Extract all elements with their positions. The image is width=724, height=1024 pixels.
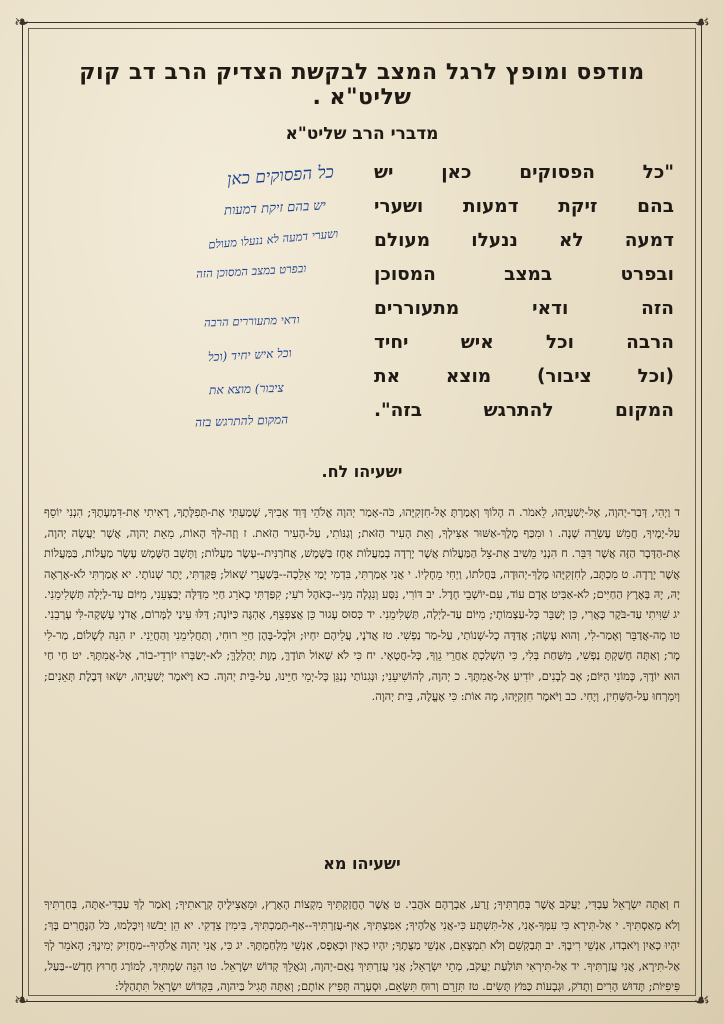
quote-line: ובפרט במצב המסוכן	[374, 264, 674, 285]
quote-line: בהם זיקת דמעות ושערי	[374, 196, 674, 217]
page-subheadline: מדברי הרב שליט"א	[285, 124, 439, 144]
quote-line: המקום להתרגש בזה".	[374, 400, 674, 421]
handwritten-line: יש בהם זיקת דמעות	[223, 198, 327, 219]
quote-line: דמעה לא ננעלו מעולם	[374, 230, 674, 251]
document-page	[44, 60, 680, 993]
quote-line: הזה ודאי מתעוררים	[374, 298, 674, 319]
quote-line: הרבה וכל איש יחיד	[374, 332, 674, 353]
chapter-title: ישעיהו מא	[323, 854, 401, 873]
chapter-text: ח וְאַתָּה יִשְׂרָאֵל עַבְדִּי, יַעֲקֹב אֲשֶׁר בְּחַרְתִּיךָ; זֶרַע, אַבְרָהָם אֹהֲבִי. ט אֲשֶׁר הֶחֱזַקְתִּיךָ מִקְצוֹת הָאָרֶץ, וּמֵאֲצִילֶיהָ קְרָאתִיךָ; וָאֹמַר לְךָ עַבְדִּי-אַתָּה, בְּחַרְתִּיךָ וְלֹא מְאַסְתִּיךָ. י אַל-תִּירָא כִּי עִמְּךָ-אָנִי, אַל-תִּשְׁתָּע כִּי-אֲנִי אֱלֹהֶיךָ; אִמַּצְתִּיךָ, אַף-עֲזַרְתִּיךָ--אַף-תְּמַכְתִּיךָ, בִּימִין צִדְקִי. יא הֵן יֵבֹשׁוּ וְיִכָּלְמוּ, כֹּל הַנֶּחֱרִים בָּךְ; יִהְיוּ כְאַיִן וְיֹאבְדוּ, אַנְשֵׁי רִיבֶךָ. יב תְּבַקְשֵׁם וְלֹא תִמְצָאֵם, אַנְשֵׁי מַצֻּתֶךָ; יִהְיוּ כְאַיִן וּכְאֶפֶס, אַנְשֵׁי מִלְחַמְתֶּךָ. יג כִּי, אֲנִי יְהוָה אֱלֹהֶיךָ--מַחֲזִיק יְמִינֶךָ; הָאֹמֵר לְךָ אַל-תִּירָא, אֲנִי עֲזַרְתִּיךָ. יד אַל-תִּירְאִי תּוֹלַעַת יַעֲקֹב, מְתֵי יִשְׂרָאֵל; אֲנִי עֲזַרְתִּיךְ נְאֻם-יְהוָה, וְגֹאֲלֵךְ קְדוֹשׁ יִשְׂרָאֵל. טו הִנֵּה שַׂמְתִּיךְ, לְמוֹרַג חָרוּץ חָדָשׁ--בַּעַל, פִּיפִיּוֹת; תָּדוּשׁ הָרִים וְתָדֹק, וּגְבָעוֹת כַּמֹּץ תָּשִׂים. טז תִּזְרֵם וְרוּחַ תִּשָּׂאֵם, וּסְעָרָה תָּפִיץ אוֹתָם; וְאַתָּה תָּגִיל בַּיהוָה, בִּקְדוֹשׁ יִשְׂרָאֵל תִּתְהַלָּל:	[44, 898, 680, 993]
quote-section	[44, 156, 680, 456]
corner-ornament-icon: ❧	[14, 12, 30, 33]
quote-line: "כל הפסוקים כאן יש	[374, 162, 674, 183]
handwritten-note	[100, 156, 340, 446]
handwritten-line: המקום להתרגש בזה	[194, 412, 289, 430]
quote-block	[374, 156, 674, 428]
handwritten-line: כל הפסוקים כאן	[226, 162, 335, 190]
chapter-title: ישעיהו לח.	[321, 462, 403, 481]
quote-line: (וכל ציבור) מוצא את	[374, 366, 674, 387]
chapter-text: ד וַיְהִי, דְּבַר-יְהוָה, אֶל-יְשַׁעְיָהוּ, לֵאמֹר. ה הָלוֹךְ וְאָמַרְתָּ אֶל-חִזְקִיָּהוּ, כֹּה-אָמַר יְהוָה אֱלֹהֵי דָּוִד אָבִיךָ, שָׁמַעְתִּי אֶת-תְּפִלָּתֶךָ, רָאִיתִי אֶת-דִּמְעָתֶךָ; הִנְנִי יוֹסֵף עַל-יָמֶיךָ, חֲמֵשׁ עֶשְׂרֵה שָׁנָה. ו וּמִכַּף מֶלֶךְ-אַשּׁוּר אַצִּילְךָ, וְאֵת הָעִיר הַזֹּאת; וְגַנּוֹתִי, עַל-הָעִיר הַזֹּאת. ז וְזֶה-לְּךָ הָאוֹת, מֵאֵת יְהוָה, אֲשֶׁר יַעֲשֶׂה יְהוָה, אֶת-הַדָּבָר הַזֶּה אֲשֶׁר דִּבֵּר. ח הִנְנִי מֵשִׁיב אֶת-צֵל הַמַּעֲלוֹת אֲשֶׁר יָרְדָה בְמַעֲלוֹת אָחָז בַּשֶּׁמֶשׁ, אֲחֹרַנִּית--עֶשֶׂר מַעֲלוֹת; וַתָּשָׁב הַשֶּׁמֶשׁ עֶשֶׂר מַעֲלוֹת, בַּמַּעֲלוֹת אֲשֶׁר יָרָדָה. ט מִכְתָּב, לְחִזְקִיָּהוּ מֶלֶךְ-יְהוּדָה, בַּחֲלֹתוֹ, וַיְחִי מֵחָלְיוֹ. י אֲנִי אָמַרְתִּי, בִּדְמִי יָמַי אֵלֵכָה--בְּשַׁעֲרֵי שְׁאוֹל; פֻּקַּדְתִּי, יֶתֶר שְׁנוֹתָי. יא אָמַרְתִּי לֹא-אֶרְאֶה יָהּ, יָהּ בְּאֶרֶץ הַחַיִּים; לֹא-אַבִּיט אָדָם עוֹד, עִם-יוֹשְׁבֵי חָדֶל. יב דּוֹרִי, נִסַּע וְנִגְלָה מִנִּי--כְּאֹהֶל רֹעִי; קִפַּדְתִּי כָאֹרֵג חַיַּי מִדַּלָּה יְבַצְּעֵנִי, מִיּוֹם עַד-לַיְלָה תַּשְׁלִימֵנִי. יג שִׁוִּיתִי עַד-בֹּקֶר כָּאֲרִי, כֵּן יְשַׁבֵּר כָּל-עַצְמוֹתָי; מִיּוֹם עַד-לַיְלָה, תַּשְׁלִימֵנִי. יד כְּסוּס עָגוּר כֵּן אֲצַפְצֵף, אֶהְגֶּה כַּיּוֹנָה; דַּלּוּ עֵינַי לַמָּרוֹם, אֲדֹנָי עָשְׁקָה-לִּי עָרְבֵנִי. טו מָה-אֲדַבֵּר וְאָמַר-לִי, וְהוּא עָשָׂה; אֶדַּדֶּה כָל-שְׁנוֹתַי, עַל-מַר נַפְשִׁי. טז אֲדֹנָי, עֲלֵיהֶם יִחְיוּ; וּלְכָל-בָּהֶן חַיֵּי רוּחִי, וְתַחֲלִימֵנִי וְהַחֲיֵנִי. יז הִנֵּה לְשָׁלוֹם, מַר-לִי מָר; וְאַתָּה חָשַׁקְתָּ נַפְשִׁי, מִשַּׁחַת בְּלִי, כִּי הִשְׁלַכְתָּ אַחֲרֵי גֵוְךָ, כָּל-חֲטָאָי. יח כִּי לֹא שְׁאוֹל תּוֹדֶךָּ, מָוֶת יְהַלְלֶךָּ; לֹא-יְשַׂבְּרוּ יוֹרְדֵי-בוֹר, אֶל-אֲמִתֶּךָ. יט חַי חַי הוּא יוֹדֶךָ, כָּמוֹנִי הַיּוֹם; אָב לְבָנִים, יוֹדִיעַ אֶל-אֲמִתֶּךָ. כ יְהוָה, לְהוֹשִׁיעֵנִי; וּנְגִנוֹתַי נְנַגֵּן כָּל-יְמֵי חַיֵּינוּ, עַל-בֵּית יְהוָה. כא וַיֹּאמֶר יְשַׁעְיָהוּ, יִשְׂאוּ דְּבֶלֶת תְּאֵנִים; וְיִמְרְחוּ עַל-הַשְּׁחִין, וְיֶחִי. כב וַיֹּאמֶר חִזְקִיָּהוּ, מָה אוֹת: כִּי אֶעֱלֶה, בֵּית יְהוָה.	[44, 506, 680, 703]
handwritten-line: ציבור) מוצא את	[209, 380, 285, 398]
corner-ornament-icon: ☙	[693, 12, 710, 33]
handwritten-line: ובפרט במצב המסוכן הזה	[195, 261, 307, 281]
handwritten-line: ושערי דמעה לא ננעלו מעולם	[207, 226, 339, 252]
handwritten-line: ודאי מתעוררים הרבה	[204, 312, 301, 330]
corner-ornament-icon: ☙	[693, 990, 710, 1011]
handwritten-line: וכל איש יחיד (וכל	[208, 345, 293, 365]
page-headline: מודפס ומופץ לרגל המצב לבקשת הצדיק הרב דב קוק שליט"א .	[79, 60, 645, 110]
corner-ornament-icon: ❧	[14, 990, 30, 1011]
